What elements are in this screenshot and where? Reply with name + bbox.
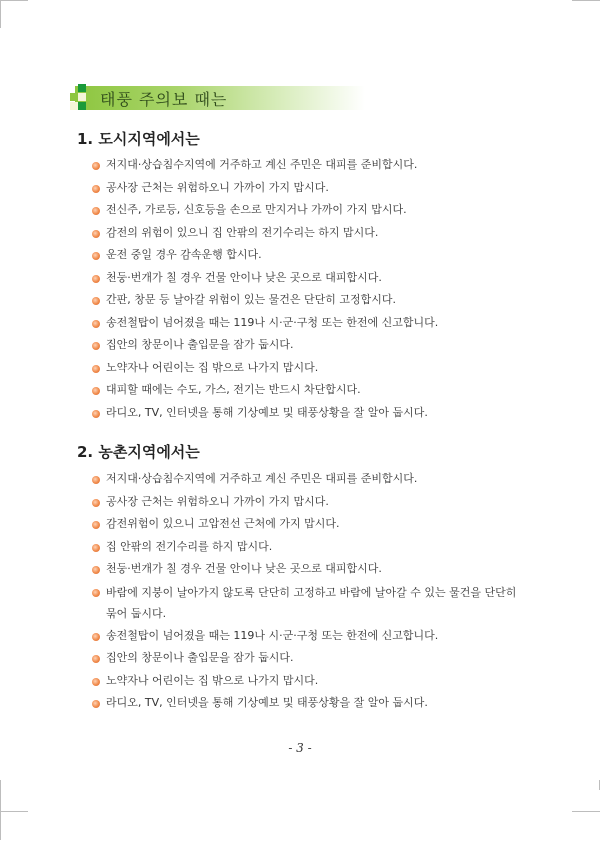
list-item: 간판, 창문 등 날아갈 위험이 있는 물건은 단단히 고정합시다.: [92, 289, 438, 312]
bullet-icon: [92, 185, 100, 193]
list-item: 공사장 근처는 위험하오니 가까이 가지 맙시다.: [92, 491, 526, 514]
bullet-icon: [92, 655, 100, 663]
crop-mark-top-left-h: [0, 0, 28, 1]
bullet-icon: [92, 410, 100, 418]
list-item: 운전 중일 경우 감속운행 합시다.: [92, 244, 438, 267]
bullet-icon: [92, 700, 100, 708]
bullet-icon: [92, 275, 100, 283]
list-item: 송전철탑이 넘어졌을 때는 119나 시·군·구청 또는 한전에 신고합니다.: [92, 625, 526, 648]
list-item: 노약자나 어린이는 집 밖으로 나가지 맙시다.: [92, 357, 438, 380]
list-item: 집 안팎의 전기수리를 하지 맙시다.: [92, 536, 526, 559]
urban-guidelines-list: [92, 154, 438, 424]
section-title-rural: 2. 농촌지역에서는: [77, 443, 200, 461]
list-item: 라디오, TV, 인터넷을 통해 기상예보 및 태풍상황을 잘 알아 둡시다.: [92, 402, 438, 425]
rural-guidelines-list: [92, 468, 526, 715]
bullet-icon: [92, 342, 100, 350]
list-item: 라디오, TV, 인터넷을 통해 기상예보 및 태풍상황을 잘 알아 둡시다.: [92, 692, 526, 715]
bullet-icon: [92, 678, 100, 686]
page-title: 태풍 주의보 때는: [100, 90, 228, 109]
bullet-icon: [92, 521, 100, 529]
bullet-icon: [92, 387, 100, 395]
list-item: 천둥·번개가 칠 경우 건물 안이나 낮은 곳으로 대피합시다.: [92, 267, 438, 290]
list-item: 바람에 지붕이 날아가지 않도록 단단히 고정하고 바람에 날아갈 수 있는 물건을 단단히 묶어 둡시다.: [92, 581, 526, 625]
crop-mark-bottom-right-h: [572, 811, 600, 812]
bullet-icon: [92, 566, 100, 574]
crop-mark-bottom-left-h: [0, 811, 28, 812]
checker-square-icon: [70, 84, 86, 110]
bullet-icon: [92, 476, 100, 484]
bullet-icon: [92, 365, 100, 373]
bullet-icon: [92, 589, 100, 597]
bullet-icon: [92, 499, 100, 507]
bullet-icon: [92, 207, 100, 215]
crop-mark-bottom-left-v: [0, 780, 1, 840]
bullet-icon: [92, 297, 100, 305]
bullet-icon: [92, 230, 100, 238]
list-item: 천둥·번개가 칠 경우 건물 안이나 낮은 곳으로 대피합시다.: [92, 558, 526, 581]
list-item: 대피할 때에는 수도, 가스, 전기는 반드시 차단합시다.: [92, 379, 438, 402]
list-item: 집안의 창문이나 출입문을 잠가 둡시다.: [92, 647, 526, 670]
list-item: 저지대·상습침수지역에 거주하고 계신 주민은 대피를 준비합시다.: [92, 154, 438, 177]
list-item: 집안의 창문이나 출입문을 잠가 둡시다.: [92, 334, 438, 357]
list-item: 전신주, 가로등, 신호등을 손으로 만지거나 가까이 가지 맙시다.: [92, 199, 438, 222]
list-item: 감전의 위험이 있으니 집 안팎의 전기수리는 하지 맙시다.: [92, 222, 438, 245]
bullet-icon: [92, 633, 100, 641]
bullet-icon: [92, 252, 100, 260]
crop-mark-top-right-h: [572, 0, 600, 1]
section-title-urban: 1. 도시지역에서는: [77, 130, 200, 148]
page-number: - 3 -: [288, 741, 312, 755]
bullet-icon: [92, 320, 100, 328]
bullet-icon: [92, 544, 100, 552]
list-item: 공사장 근처는 위험하오니 가까이 가지 맙시다.: [92, 177, 438, 200]
crop-mark-top-left-v: [0, 0, 1, 28]
list-item: 감전위험이 있으니 고압전선 근처에 가지 맙시다.: [92, 513, 526, 536]
list-item: 저지대·상습침수지역에 거주하고 계신 주민은 대피를 준비합시다.: [92, 468, 526, 491]
list-item: 노약자나 어린이는 집 밖으로 나가지 맙시다.: [92, 670, 526, 693]
bullet-icon: [92, 162, 100, 170]
list-item: 송전철탑이 넘어졌을 때는 119나 시·군·구청 또는 한전에 신고합니다.: [92, 312, 438, 335]
